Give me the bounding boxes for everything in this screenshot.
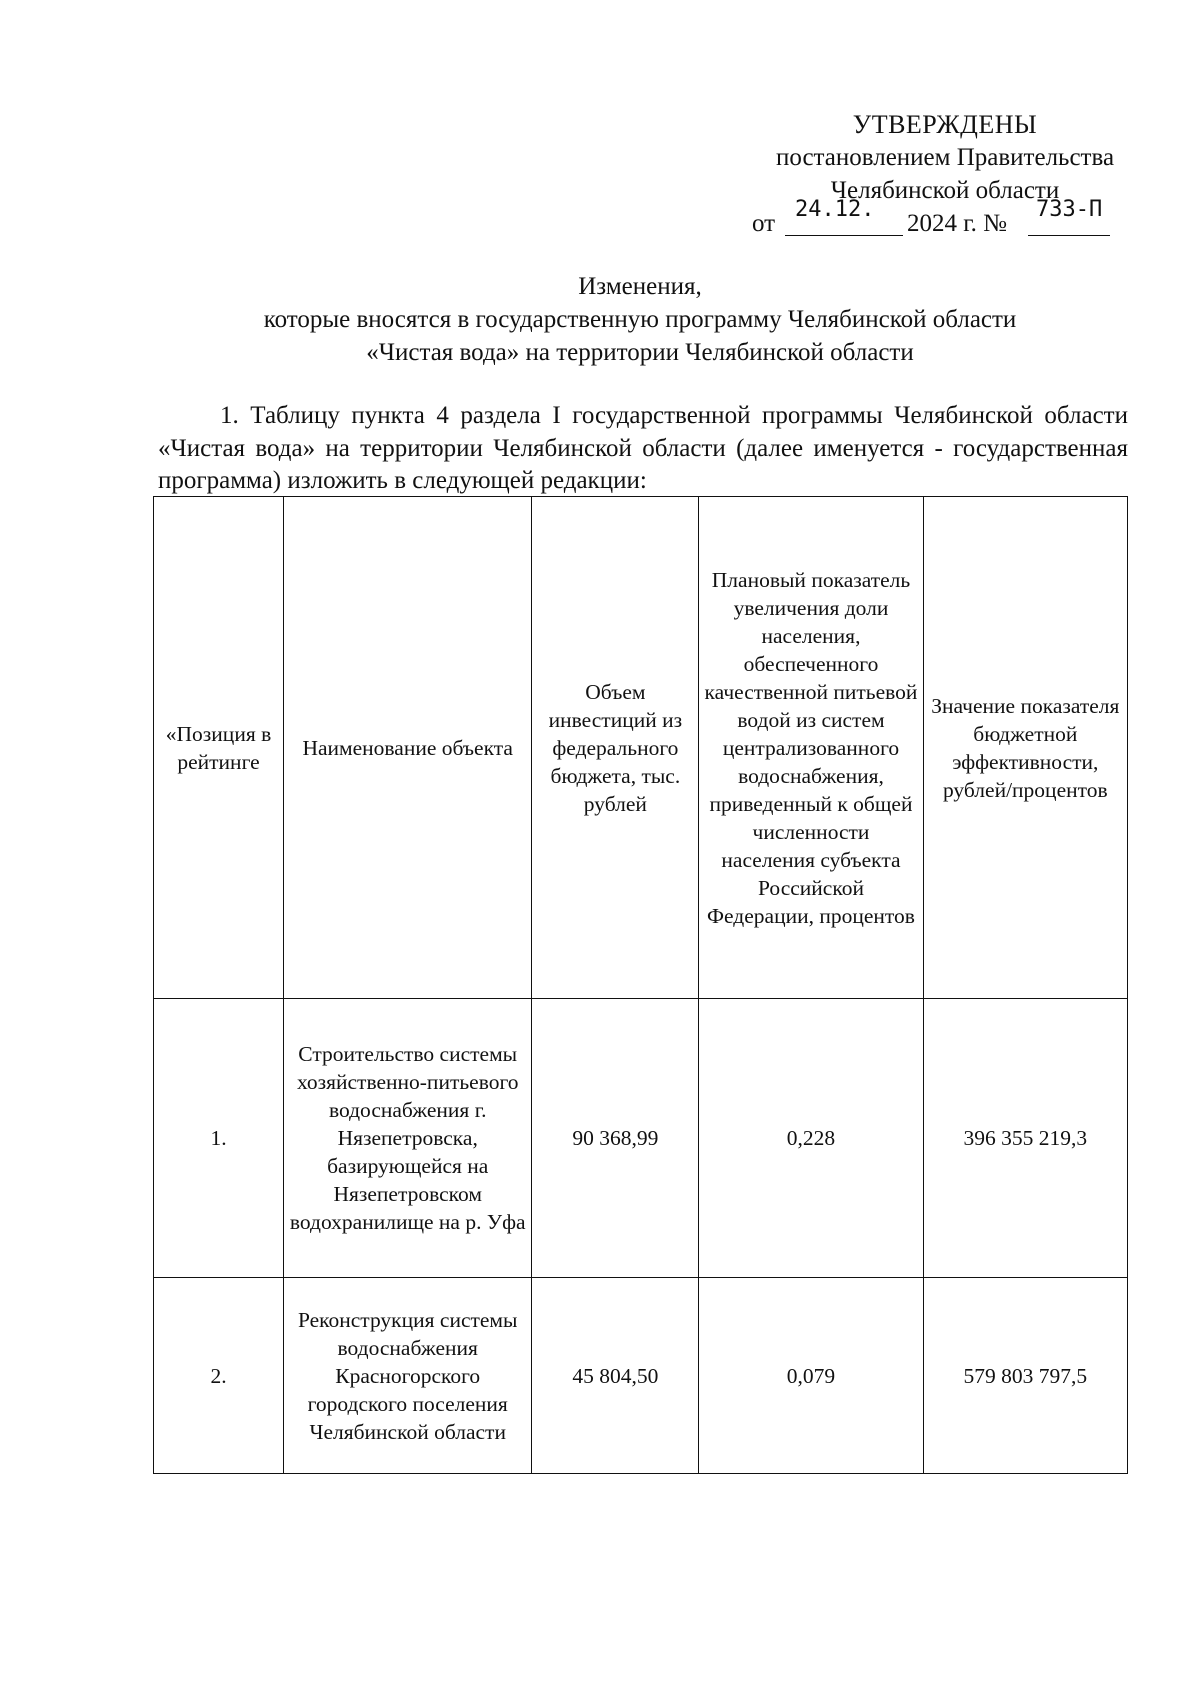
cell-object-name: Строительство системы хозяйственно-питьевого водоснабжения г. Нязепетровска, базирующейся на Нязепетровском водохранилище на р. Уфа [284, 999, 532, 1278]
heading-line-1: Изменения, [578, 273, 702, 300]
cell-position: 2. [154, 1278, 284, 1474]
rating-table [153, 496, 1128, 1474]
approval-line-1: постановлением Правительства [775, 144, 1115, 171]
approval-block [720, 108, 1170, 241]
header-efficiency: Значение показателя бюджетной эффективности, рублей/процентов [923, 497, 1127, 999]
heading-line-2: которые вносятся в государственную программу Челябинской области [263, 306, 1017, 333]
cell-investment: 90 368,99 [532, 999, 699, 1278]
header-object-name: Наименование объекта [284, 497, 532, 999]
approval-line-2: Челябинской области [830, 177, 1060, 204]
date-prefix: от [752, 210, 776, 237]
table-row [154, 1278, 1128, 1474]
heading-line-3: «Чистая вода» на территории Челябинской области [366, 339, 914, 366]
table-header-row [154, 497, 1128, 999]
cell-object-name: Реконструкция системы водоснабжения Красногорского городского поселения Челябинской области [284, 1278, 532, 1474]
header-position: «Позиция в рейтинге [154, 497, 284, 999]
cell-investment: 45 804,50 [532, 1278, 699, 1474]
date-blank [785, 235, 903, 236]
cell-position: 1. [154, 999, 284, 1278]
cell-efficiency: 396 355 219,3 [923, 999, 1127, 1278]
cell-indicator: 0,228 [699, 999, 923, 1278]
cell-indicator: 0,079 [699, 1278, 923, 1474]
paragraph-1: 1. Таблицу пункта 4 раздела I государственной программы Челябинской области «Чистая вода» на территории Челябинской области (далее именуется - государственная программа) изложить в следующей редакции: [158, 402, 1128, 494]
approval-date-line [720, 197, 1170, 241]
header-investment: Объем инвестиций из федерального бюджета, тыс. рублей [532, 497, 699, 999]
document-heading [150, 270, 1130, 369]
date-year: 2024 г. № [907, 210, 1008, 237]
table-row [154, 999, 1128, 1278]
number-blank [1028, 235, 1110, 236]
cell-efficiency: 579 803 797,5 [923, 1278, 1127, 1474]
approval-title: УТВЕРЖДЕНЫ [852, 110, 1038, 139]
header-indicator: Плановый показатель увеличения доли населения, обеспеченного качественной питьевой водой из систем централизованного водоснабжения, приведенный к общей численности населения субъекта Российской Федерации, процентов [699, 497, 923, 999]
handwritten-date: 24.12. [795, 197, 875, 222]
handwritten-number: 733-П [1036, 197, 1103, 222]
